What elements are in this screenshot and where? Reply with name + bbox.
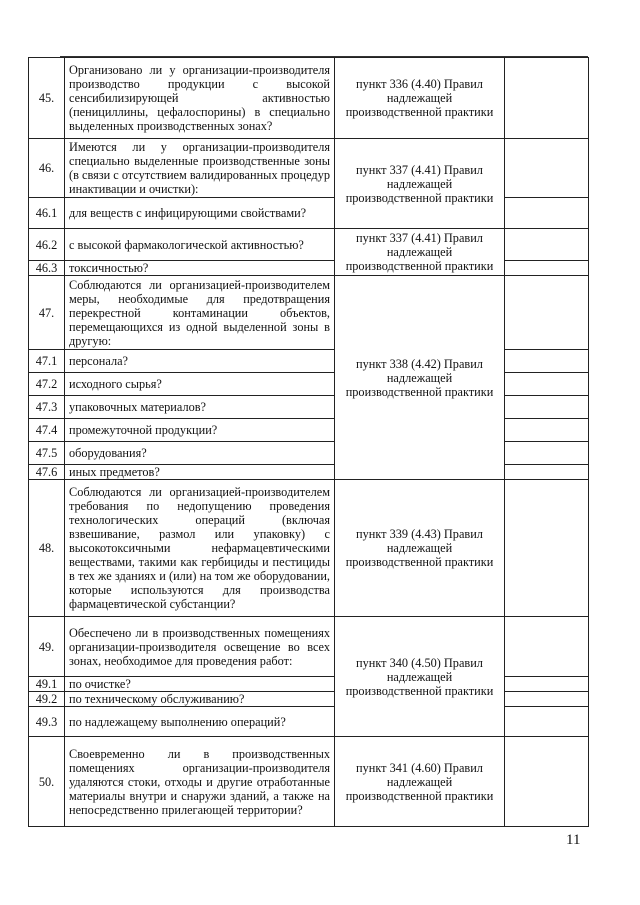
answer-cell[interactable] [505,373,589,396]
answer-cell[interactable] [505,229,589,261]
page-number: 11 [566,832,581,848]
table-row [29,617,589,677]
question-text: промежуточной продукции? [65,419,335,442]
answer-cell[interactable] [505,350,589,373]
answer-cell[interactable] [505,276,589,350]
question-text: для веществ с инфицирующими свойствами? [65,198,335,229]
reference-text: пункт 337 (4.41) Правил надлежащей производственной практики [335,139,505,229]
reference-text: пункт 341 (4.60) Правил надлежащей производственной практики [335,737,505,827]
reference-text: пункт 338 (4.42) Правил надлежащей производственной практики [335,276,505,480]
row-number: 47.5 [29,442,65,465]
row-number: 46. [29,139,65,198]
table-row [29,442,589,465]
answer-cell[interactable] [505,261,589,276]
answer-cell[interactable] [505,737,589,827]
table-row [29,465,589,480]
row-number: 46.2 [29,229,65,261]
question-text: исходного сырья? [65,373,335,396]
answer-cell[interactable] [505,58,589,139]
answer-cell[interactable] [505,617,589,677]
table-row [29,373,589,396]
reference-text: пункт 337 (4.41) Правил надлежащей производственной практики [335,229,505,276]
question-text: персонала? [65,350,335,373]
answer-cell[interactable] [505,707,589,737]
question-text: токсичностью? [65,261,335,276]
table-row [29,737,589,827]
answer-cell[interactable] [505,442,589,465]
table-row [29,58,589,139]
question-text: Имеются ли у организации-производителя специально выделенные производственные зоны (в связи с отсутствием валидированных процедур инактивации и очистки): [65,139,335,198]
table-row [29,707,589,737]
question-text: с высокой фармакологической активностью? [65,229,335,261]
question-text: по надлежащему выполнению операций? [65,707,335,737]
answer-cell[interactable] [505,677,589,692]
question-text: Соблюдаются ли организацией-производителем меры, необходимые для предотвращения перекрестной контаминации объектов, перемещающихся из одной выделенной зоны в другую: [65,276,335,350]
row-number: 47.4 [29,419,65,442]
question-text: по очистке? [65,677,335,692]
table-row [29,350,589,373]
row-number: 46.1 [29,198,65,229]
question-text: Своевременно ли в производственных помещениях организации-производителя удаляются стоки, отходы и другие отработанные материалы внутри и снаружи зданий, а также на непосредственно прилегающей территории? [65,737,335,827]
question-text: иных предметов? [65,465,335,480]
row-number: 47.6 [29,465,65,480]
table-row [29,198,589,229]
answer-cell[interactable] [505,480,589,617]
reference-text: пункт 336 (4.40) Правил надлежащей производственной практики [335,58,505,139]
reference-text: пункт 339 (4.43) Правил надлежащей производственной практики [335,480,505,617]
row-number: 45. [29,58,65,139]
table-row [29,396,589,419]
answer-cell[interactable] [505,396,589,419]
question-text: оборудования? [65,442,335,465]
answer-cell[interactable] [505,692,589,707]
row-number: 46.3 [29,261,65,276]
question-text: Соблюдаются ли организацией-производителем требования по недопущению проведения технологических операций (включая взвешивание, размол или упаковку) с высокотоксичными нефармацевтическими веществами, такими как гербициды и пестициды в тех же зданиях и (или) на том же оборудовании, которые используются для производства фармацевтической субстанции? [65,480,335,617]
row-number: 47.2 [29,373,65,396]
table-row [29,229,589,261]
row-number: 47.1 [29,350,65,373]
table-row [29,677,589,692]
question-text: Обеспечено ли в производственных помещениях организации-производителя освещение во всех зонах, необходимое для проведения работ: [65,617,335,677]
table-row [29,419,589,442]
reference-text: пункт 340 (4.50) Правил надлежащей производственной практики [335,617,505,737]
table-row [29,480,589,617]
row-number: 49.2 [29,692,65,707]
answer-cell[interactable] [505,198,589,229]
row-number: 48. [29,480,65,617]
checklist-table [28,57,589,827]
table-row [29,276,589,350]
question-text: по техническому обслуживанию? [65,692,335,707]
table-row [29,261,589,276]
question-text: упаковочных материалов? [65,396,335,419]
question-text: Организовано ли у организации-производителя производство продукции с высокой сенсибилизирующей активностью (пенициллины, цефалоспорины) в специально выделенных производственных зонах? [65,58,335,139]
row-number: 49. [29,617,65,677]
row-number: 49.1 [29,677,65,692]
row-number: 50. [29,737,65,827]
answer-cell[interactable] [505,419,589,442]
table-row [29,139,589,198]
row-number: 47.3 [29,396,65,419]
answer-cell[interactable] [505,139,589,198]
row-number: 49.3 [29,707,65,737]
table-row [29,692,589,707]
row-number: 47. [29,276,65,350]
answer-cell[interactable] [505,465,589,480]
